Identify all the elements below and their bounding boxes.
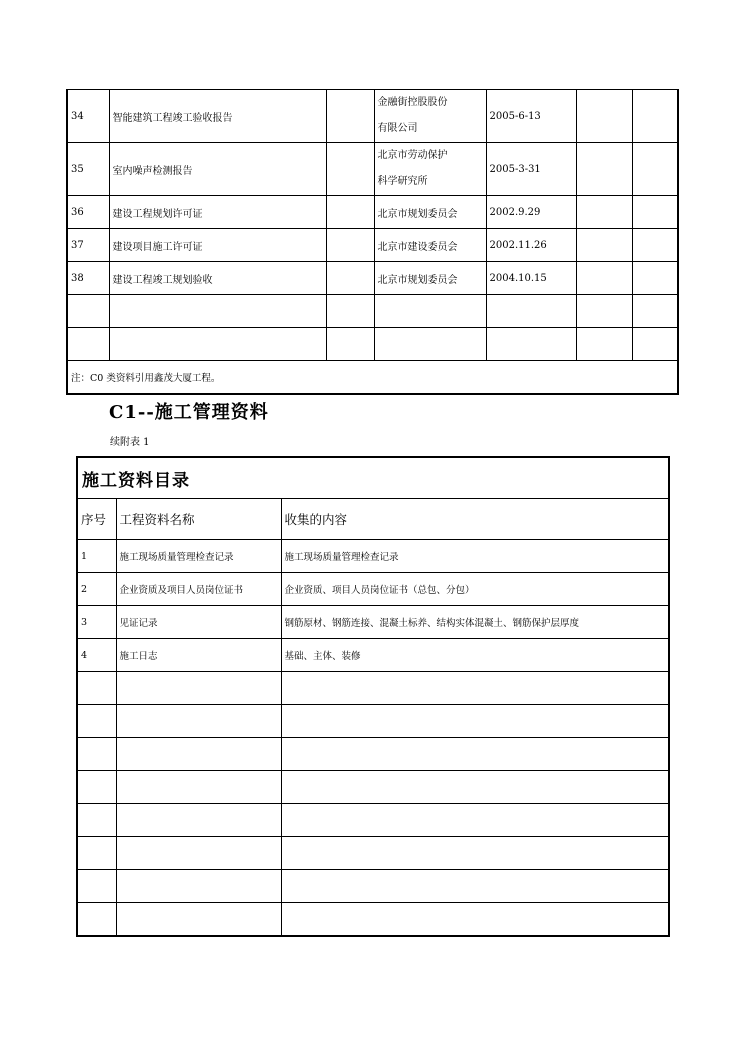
record-name: 施工日志	[116, 639, 281, 672]
record-content: 企业资质、项目人员岗位证书（总包、分包）	[281, 573, 669, 606]
table-row	[77, 540, 669, 573]
section-title: C1--施工管理资料	[109, 402, 269, 423]
table-row	[67, 196, 678, 229]
top-table	[66, 89, 679, 395]
table-row	[67, 262, 678, 295]
header-row	[77, 499, 669, 540]
empty-row	[77, 804, 669, 837]
record-content: 钢筋原材、钢筋连接、混凝土标养、结构实体混凝土、钢筋保护层厚度	[281, 606, 669, 639]
row-number: 37	[67, 229, 109, 262]
empty-row	[77, 771, 669, 804]
document-name: 智能建筑工程竣工验收报告	[109, 90, 326, 143]
row-number: 1	[77, 540, 116, 573]
appendix-label: 续附表 1	[110, 437, 150, 448]
table-row	[77, 606, 669, 639]
table-caption: 施工资料目录	[77, 457, 669, 499]
table-row	[77, 639, 669, 672]
row-number: 36	[67, 196, 109, 229]
table-row	[67, 143, 678, 196]
header-name: 工程资料名称	[116, 499, 281, 540]
empty-row	[77, 837, 669, 870]
row-number: 38	[67, 262, 109, 295]
header-no: 序号	[77, 499, 116, 540]
record-content: 施工现场质量管理检查记录	[281, 540, 669, 573]
row-number: 3	[77, 606, 116, 639]
empty-row	[67, 328, 678, 361]
construction-records-table	[76, 456, 670, 937]
issue-date: 2005-6-13	[486, 90, 576, 143]
empty-row	[77, 870, 669, 903]
issuing-unit: 北京市劳动保护 科学研究所	[374, 143, 486, 196]
document-name: 室内噪声检测报告	[109, 143, 326, 196]
note-row	[67, 361, 678, 395]
record-name: 施工现场质量管理检查记录	[116, 540, 281, 573]
empty-row	[77, 672, 669, 705]
table-note: 注：C0 类资料引用鑫茂大厦工程。	[67, 361, 678, 395]
table-row	[67, 90, 678, 143]
empty-row	[67, 295, 678, 328]
issue-date: 2002.11.26	[486, 229, 576, 262]
record-content: 基础、主体、装修	[281, 639, 669, 672]
header-content: 收集的内容	[281, 499, 669, 540]
issuing-unit: 北京市建设委员会	[374, 229, 486, 262]
row-number: 34	[67, 90, 109, 143]
empty-row	[77, 738, 669, 771]
document-name: 建设项目施工许可证	[109, 229, 326, 262]
issuing-unit: 北京市规划委员会	[374, 262, 486, 295]
row-number: 2	[77, 573, 116, 606]
issue-date: 2002.9.29	[486, 196, 576, 229]
table-row	[77, 573, 669, 606]
table-caption-row	[77, 457, 669, 499]
row-number: 35	[67, 143, 109, 196]
table-row	[67, 229, 678, 262]
issuing-unit: 金融街控股股份 有限公司	[374, 90, 486, 143]
issue-date: 2005-3-31	[486, 143, 576, 196]
record-name: 见证记录	[116, 606, 281, 639]
document-name: 建设工程规划许可证	[109, 196, 326, 229]
issuing-unit: 北京市规划委员会	[374, 196, 486, 229]
issue-date: 2004.10.15	[486, 262, 576, 295]
row-number: 4	[77, 639, 116, 672]
record-name: 企业资质及项目人员岗位证书	[116, 573, 281, 606]
document-name: 建设工程竣工规划验收	[109, 262, 326, 295]
empty-row	[77, 705, 669, 738]
empty-row	[77, 903, 669, 937]
